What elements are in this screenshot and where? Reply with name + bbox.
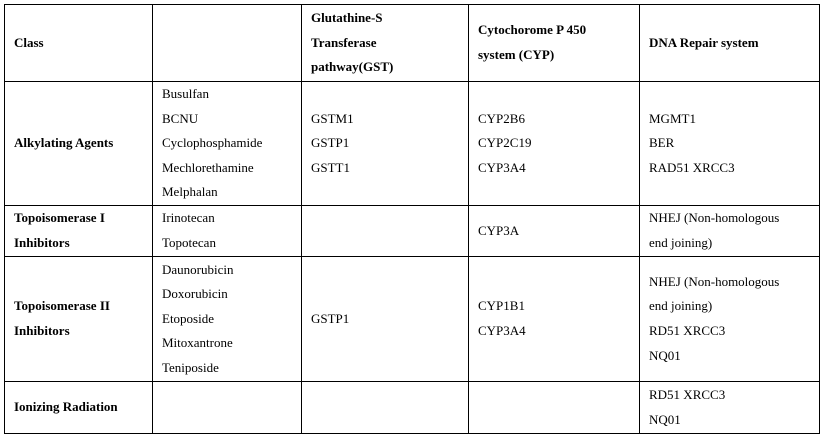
gst-cell: GSTM1 GSTP1 GSTT1 bbox=[302, 82, 469, 206]
table-row bbox=[5, 257, 820, 382]
dna-repair-cell: MGMT1 BER RAD51 XRCC3 bbox=[640, 82, 820, 206]
cyp-cell bbox=[469, 382, 640, 434]
dna-repair-cell: NHEJ (Non-homologous end joining) bbox=[640, 206, 820, 257]
cyp-cell: CYP2B6 CYP2C19 CYP3A4 bbox=[469, 82, 640, 206]
drugs-cell: Daunorubicin Doxorubicin Etoposide Mitoxantrone Teniposide bbox=[153, 257, 302, 382]
class-cell: Topoisomerase I Inhibitors bbox=[5, 206, 153, 257]
drugs-cell bbox=[153, 382, 302, 434]
class-cell: Topoisomerase II Inhibitors bbox=[5, 257, 153, 382]
table-row bbox=[5, 82, 820, 206]
class-cell: Alkylating Agents bbox=[5, 82, 153, 206]
header-cyp: Cytochorome P 450 system (CYP) bbox=[469, 5, 640, 82]
cyp-cell: CYP1B1 CYP3A4 bbox=[469, 257, 640, 382]
header-drugs bbox=[153, 5, 302, 82]
table-row bbox=[5, 206, 820, 257]
gst-cell bbox=[302, 206, 469, 257]
header-class: Class bbox=[5, 5, 153, 82]
drugs-cell: Busulfan BCNU Cyclophosphamide Mechlorethamine Melphalan bbox=[153, 82, 302, 206]
cyp-cell: CYP3A bbox=[469, 206, 640, 257]
drug-metabolism-table bbox=[4, 4, 820, 434]
dna-repair-cell: NHEJ (Non-homologous end joining) RD51 XRCC3 NQ01 bbox=[640, 257, 820, 382]
dna-repair-cell: RD51 XRCC3 NQ01 bbox=[640, 382, 820, 434]
gst-cell: GSTP1 bbox=[302, 257, 469, 382]
class-cell: Ionizing Radiation bbox=[5, 382, 153, 434]
drugs-cell: Irinotecan Topotecan bbox=[153, 206, 302, 257]
gst-cell bbox=[302, 382, 469, 434]
table-header-row bbox=[5, 5, 820, 82]
header-dna-repair: DNA Repair system bbox=[640, 5, 820, 82]
table-row bbox=[5, 382, 820, 434]
header-gst: Glutathine-S Transferase pathway(GST) bbox=[302, 5, 469, 82]
